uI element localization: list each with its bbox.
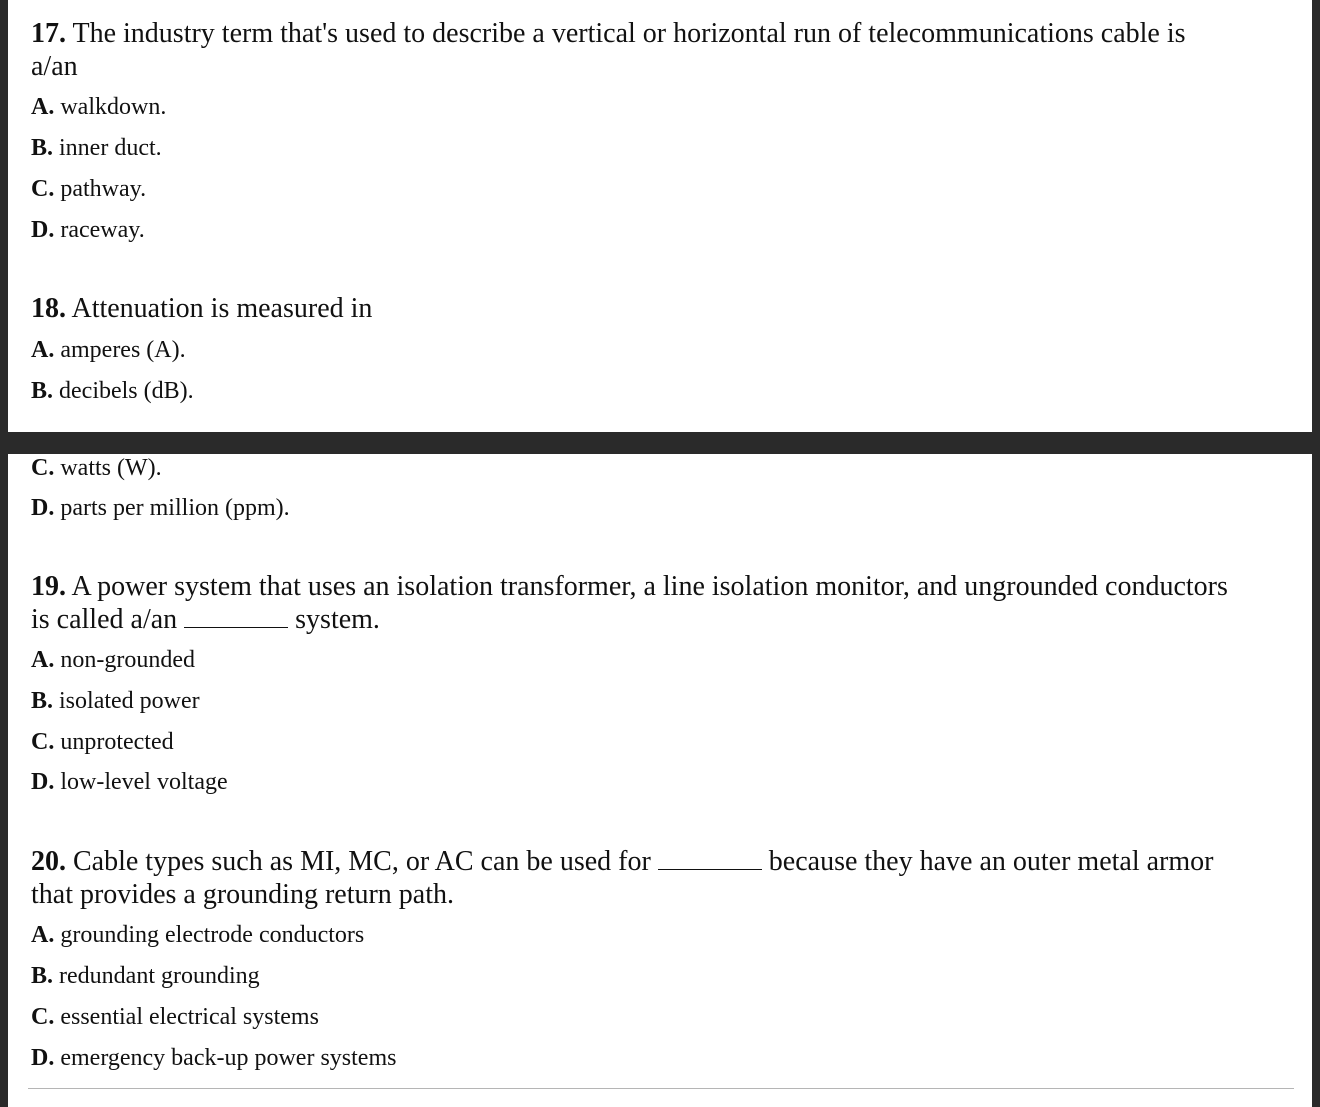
question-19-option-b[interactable]: B. isolated power xyxy=(31,688,200,714)
question-17-number: 17. xyxy=(31,18,66,49)
question-19-stem-line2: is called a/an system. xyxy=(31,604,380,635)
question-17-stem-line2: a/an xyxy=(31,51,78,82)
question-17-option-d[interactable]: D. raceway. xyxy=(31,217,145,243)
question-18-option-d[interactable]: D. parts per million (ppm). xyxy=(31,495,290,521)
answer-blank xyxy=(184,605,288,628)
question-20-stem-line2: that provides a grounding return path. xyxy=(31,879,455,910)
question-20-option-d[interactable]: D. emergency back-up power systems xyxy=(31,1045,397,1071)
question-17-text-line1: The industry term that's used to describe a vertical or horizontal run of telecommunications cable is xyxy=(72,18,1186,49)
question-20-option-c[interactable]: C. essential electrical systems xyxy=(31,1004,319,1030)
question-17-stem xyxy=(31,17,1186,50)
question-20-number: 20. xyxy=(31,846,66,877)
question-20-stem: 20. Cable types such as MI, MC, or AC can be used for because they have an outer metal armor xyxy=(31,846,1214,877)
question-17-option-b[interactable]: B. inner duct. xyxy=(31,135,162,161)
page-bottom xyxy=(8,454,1312,1107)
question-18-number: 18. xyxy=(31,293,66,324)
question-17-option-a[interactable]: A. walkdown. xyxy=(31,94,167,120)
question-18-option-c[interactable]: C. watts (W). xyxy=(31,455,162,481)
question-19-number: 19. xyxy=(31,571,66,602)
answer-blank xyxy=(658,847,762,870)
question-17-option-c[interactable]: C. pathway. xyxy=(31,176,147,202)
question-20-option-a[interactable]: A. grounding electrode conductors xyxy=(31,922,365,948)
question-19-option-c[interactable]: C. unprotected xyxy=(31,729,174,755)
question-18-text: Attenuation is measured in xyxy=(71,293,373,324)
bottom-divider xyxy=(28,1088,1294,1089)
question-19-option-a[interactable]: A. non-grounded xyxy=(31,647,195,673)
question-19-option-d[interactable]: D. low-level voltage xyxy=(31,769,228,795)
question-18-option-b[interactable]: B. decibels (dB). xyxy=(31,378,194,404)
page-top xyxy=(8,0,1312,432)
question-19-stem xyxy=(31,570,1228,603)
question-20-option-b[interactable]: B. redundant grounding xyxy=(31,963,260,989)
question-18-option-a[interactable]: A. amperes (A). xyxy=(31,337,186,363)
question-19-text-line1: A power system that uses an isolation transformer, a line isolation monitor, and ungrounded conductors xyxy=(71,571,1228,602)
question-18-stem xyxy=(31,292,372,325)
